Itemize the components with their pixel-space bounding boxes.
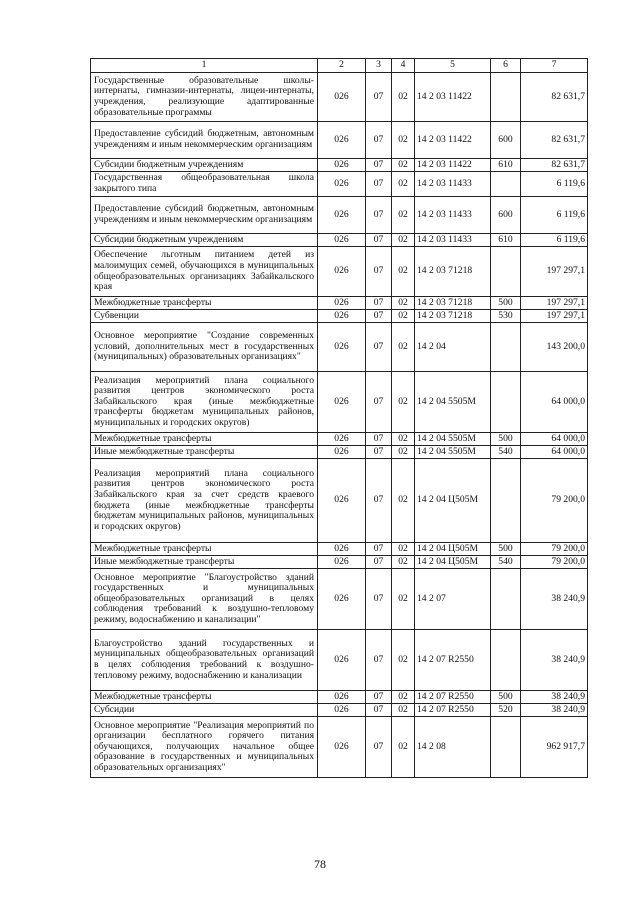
table-row — [91, 122, 588, 159]
section-code-cell: 07 — [366, 569, 392, 630]
ministry-code-cell: 026 — [318, 556, 366, 569]
expense-type-code-cell: 610 — [491, 234, 521, 247]
ministry-code-cell: 026 — [318, 234, 366, 247]
table-row — [91, 323, 588, 372]
subsection-code-cell: 02 — [392, 310, 415, 323]
table-row — [91, 172, 588, 197]
target-article-code-cell: 14 2 04 Ц505М — [415, 543, 491, 556]
expense-type-code-cell: 610 — [491, 159, 521, 172]
section-code-cell: 07 — [366, 556, 392, 569]
item-name-cell: Реализация мероприятий плана социального развития центров экономического роста Забайкальского края (иные межбюджетные трансферты бюджетам муниципальных районов, муниципальных и городских округов) — [91, 372, 318, 433]
header-row — [91, 59, 588, 73]
target-article-code-cell: 14 2 03 71218 — [415, 310, 491, 323]
subsection-code-cell: 02 — [392, 247, 415, 297]
subsection-code-cell: 02 — [392, 630, 415, 691]
ministry-code-cell: 026 — [318, 691, 366, 704]
expense-type-code-cell — [491, 323, 521, 372]
ministry-code-cell: 026 — [318, 446, 366, 459]
amount-cell: 38 240,9 — [521, 691, 588, 704]
subsection-code-cell: 02 — [392, 556, 415, 569]
expense-type-code-cell — [491, 73, 521, 122]
expense-type-code-cell: 540 — [491, 556, 521, 569]
target-article-code-cell: 14 2 04 — [415, 323, 491, 372]
section-code-cell: 07 — [366, 234, 392, 247]
item-name-cell: Предоставление субсидий бюджетным, автономным учреждениям и иным некоммерческим организациям — [91, 122, 318, 159]
table-row — [91, 297, 588, 310]
header-cell-2: 2 — [318, 59, 366, 73]
subsection-code-cell: 02 — [392, 234, 415, 247]
subsection-code-cell: 02 — [392, 323, 415, 372]
ministry-code-cell: 026 — [318, 172, 366, 197]
expense-type-code-cell: 500 — [491, 691, 521, 704]
target-article-code-cell: 14 2 07 R2550 — [415, 691, 491, 704]
amount-cell: 38 240,9 — [521, 704, 588, 717]
table-row — [91, 372, 588, 433]
amount-cell: 82 631,7 — [521, 122, 588, 159]
item-name-cell: Субсидии бюджетным учреждениям — [91, 159, 318, 172]
expense-type-code-cell — [491, 172, 521, 197]
subsection-code-cell: 02 — [392, 297, 415, 310]
target-article-code-cell: 14 2 03 11433 — [415, 197, 491, 234]
header-cell-1: 1 — [91, 59, 318, 73]
ministry-code-cell: 026 — [318, 543, 366, 556]
target-article-code-cell: 14 2 04 Ц505М — [415, 556, 491, 569]
amount-cell: 197 297,1 — [521, 247, 588, 297]
amount-cell: 64 000,0 — [521, 372, 588, 433]
target-article-code-cell: 14 2 03 11433 — [415, 172, 491, 197]
ministry-code-cell: 026 — [318, 297, 366, 310]
target-article-code-cell: 14 2 04 Ц505М — [415, 459, 491, 543]
item-name-cell: Предоставление субсидий бюджетным, автономным учреждениям и иным некоммерческим организациям — [91, 197, 318, 234]
table-row — [91, 630, 588, 691]
section-code-cell: 07 — [366, 122, 392, 159]
target-article-code-cell: 14 2 03 71218 — [415, 247, 491, 297]
section-code-cell: 07 — [366, 73, 392, 122]
target-article-code-cell: 14 2 04 5505М — [415, 433, 491, 446]
expense-type-code-cell — [491, 372, 521, 433]
ministry-code-cell: 026 — [318, 717, 366, 778]
item-name-cell: Государственные образовательные школы-интернаты, гимназии-интернаты, лицеи-интернаты, учреждения, реализующие адаптированные образовательные программы — [91, 73, 318, 122]
item-name-cell: Межбюджетные трансферты — [91, 691, 318, 704]
ministry-code-cell: 026 — [318, 122, 366, 159]
subsection-code-cell: 02 — [392, 717, 415, 778]
item-name-cell: Иные межбюджетные трансферты — [91, 446, 318, 459]
amount-cell: 962 917,7 — [521, 717, 588, 778]
expense-type-code-cell — [491, 630, 521, 691]
table-body — [91, 59, 588, 778]
target-article-code-cell: 14 2 08 — [415, 717, 491, 778]
target-article-code-cell: 14 2 03 11433 — [415, 234, 491, 247]
expense-type-code-cell: 500 — [491, 543, 521, 556]
expense-type-code-cell — [491, 717, 521, 778]
table-row — [91, 446, 588, 459]
item-name-cell: Субвенции — [91, 310, 318, 323]
item-name-cell: Межбюджетные трансферты — [91, 297, 318, 310]
item-name-cell: Основное мероприятие "Создание современных условий, дополнительных мест в государственных (муниципальных) образовательных организациях" — [91, 323, 318, 372]
amount-cell: 64 000,0 — [521, 446, 588, 459]
subsection-code-cell: 02 — [392, 372, 415, 433]
subsection-code-cell: 02 — [392, 433, 415, 446]
header-cell-5: 5 — [415, 59, 491, 73]
header-cell-7: 7 — [521, 59, 588, 73]
target-article-code-cell: 14 2 07 — [415, 569, 491, 630]
table-row — [91, 717, 588, 778]
expense-type-code-cell: 600 — [491, 197, 521, 234]
page-number: 78 — [314, 857, 326, 871]
item-name-cell: Субсидии — [91, 704, 318, 717]
expense-type-code-cell: 600 — [491, 122, 521, 159]
expense-type-code-cell: 530 — [491, 310, 521, 323]
expense-type-code-cell: 500 — [491, 433, 521, 446]
amount-cell: 82 631,7 — [521, 159, 588, 172]
ministry-code-cell: 026 — [318, 323, 366, 372]
target-article-code-cell: 14 2 03 71218 — [415, 297, 491, 310]
subsection-code-cell: 02 — [392, 543, 415, 556]
table-row — [91, 73, 588, 122]
item-name-cell: Межбюджетные трансферты — [91, 433, 318, 446]
subsection-code-cell: 02 — [392, 172, 415, 197]
target-article-code-cell: 14 2 03 11422 — [415, 159, 491, 172]
expense-type-code-cell: 540 — [491, 446, 521, 459]
target-article-code-cell: 14 2 04 5505М — [415, 372, 491, 433]
ministry-code-cell: 026 — [318, 704, 366, 717]
subsection-code-cell: 02 — [392, 159, 415, 172]
item-name-cell: Государственная общеобразовательная школа закрытого типа — [91, 172, 318, 197]
ministry-code-cell: 026 — [318, 197, 366, 234]
target-article-code-cell: 14 2 03 11422 — [415, 122, 491, 159]
table-row — [91, 543, 588, 556]
table-row — [91, 234, 588, 247]
table-row — [91, 691, 588, 704]
target-article-code-cell: 14 2 07 R2550 — [415, 630, 491, 691]
expense-type-code-cell — [491, 569, 521, 630]
ministry-code-cell: 026 — [318, 372, 366, 433]
section-code-cell: 07 — [366, 172, 392, 197]
section-code-cell: 07 — [366, 323, 392, 372]
section-code-cell: 07 — [366, 197, 392, 234]
section-code-cell: 07 — [366, 310, 392, 323]
subsection-code-cell: 02 — [392, 446, 415, 459]
section-code-cell: 07 — [366, 543, 392, 556]
expense-type-code-cell — [491, 247, 521, 297]
section-code-cell: 07 — [366, 247, 392, 297]
section-code-cell: 07 — [366, 433, 392, 446]
expense-type-code-cell — [491, 459, 521, 543]
amount-cell: 143 200,0 — [521, 323, 588, 372]
ministry-code-cell: 026 — [318, 73, 366, 122]
amount-cell: 197 297,1 — [521, 297, 588, 310]
item-name-cell: Основное мероприятие "Реализация мероприятий по организации бесплатного горячего питания обучающихся, получающих начальное общее образование в государственных и муниципальных образовательных организациях" — [91, 717, 318, 778]
amount-cell: 197 297,1 — [521, 310, 588, 323]
item-name-cell: Иные межбюджетные трансферты — [91, 556, 318, 569]
target-article-code-cell: 14 2 04 5505М — [415, 446, 491, 459]
section-code-cell: 07 — [366, 691, 392, 704]
table-row — [91, 569, 588, 630]
item-name-cell: Реализация мероприятий плана социального развития центров экономического роста Забайкальского края за счет средств краевого бюджета (иные межбюджетные трансферты бюджетам муниципальных районов, муниципальных и городских округов) — [91, 459, 318, 543]
header-cell-4: 4 — [392, 59, 415, 73]
amount-cell: 38 240,9 — [521, 569, 588, 630]
budget-table — [90, 58, 588, 778]
amount-cell: 79 200,0 — [521, 459, 588, 543]
table-row — [91, 556, 588, 569]
section-code-cell: 07 — [366, 459, 392, 543]
table-row — [91, 459, 588, 543]
subsection-code-cell: 02 — [392, 569, 415, 630]
table-row — [91, 310, 588, 323]
ministry-code-cell: 026 — [318, 159, 366, 172]
subsection-code-cell: 02 — [392, 704, 415, 717]
item-name-cell: Основное мероприятие "Благоустройство зданий государственных и муниципальных общеобразовательных организаций в целях соблюдения требований к воздушно-тепловому режиму, водоснабжению и канализации" — [91, 569, 318, 630]
target-article-code-cell: 14 2 07 R2550 — [415, 704, 491, 717]
item-name-cell: Обеспечение льготным питанием детей из малоимущих семей, обучающихся в муниципальных общеобразовательных организациях Забайкальского края — [91, 247, 318, 297]
ministry-code-cell: 026 — [318, 433, 366, 446]
section-code-cell: 07 — [366, 717, 392, 778]
ministry-code-cell: 026 — [318, 459, 366, 543]
expense-type-code-cell: 500 — [491, 297, 521, 310]
subsection-code-cell: 02 — [392, 73, 415, 122]
ministry-code-cell: 026 — [318, 569, 366, 630]
amount-cell: 38 240,9 — [521, 630, 588, 691]
ministry-code-cell: 026 — [318, 630, 366, 691]
section-code-cell: 07 — [366, 159, 392, 172]
item-name-cell: Межбюджетные трансферты — [91, 543, 318, 556]
ministry-code-cell: 026 — [318, 247, 366, 297]
section-code-cell: 07 — [366, 297, 392, 310]
header-cell-6: 6 — [491, 59, 521, 73]
table-row — [91, 197, 588, 234]
header-cell-3: 3 — [366, 59, 392, 73]
ministry-code-cell: 026 — [318, 310, 366, 323]
section-code-cell: 07 — [366, 704, 392, 717]
amount-cell: 6 119,6 — [521, 197, 588, 234]
item-name-cell: Благоустройство зданий государственных и муниципальных общеобразовательных организаций в целях соблюдения требований к воздушно-тепловому режиму, водоснабжению и канализации — [91, 630, 318, 691]
amount-cell: 79 200,0 — [521, 556, 588, 569]
target-article-code-cell: 14 2 03 11422 — [415, 73, 491, 122]
table-row — [91, 247, 588, 297]
item-name-cell: Субсидии бюджетным учреждениям — [91, 234, 318, 247]
section-code-cell: 07 — [366, 446, 392, 459]
subsection-code-cell: 02 — [392, 122, 415, 159]
expense-type-code-cell: 520 — [491, 704, 521, 717]
amount-cell: 64 000,0 — [521, 433, 588, 446]
amount-cell: 6 119,6 — [521, 234, 588, 247]
table-row — [91, 704, 588, 717]
section-code-cell: 07 — [366, 630, 392, 691]
table-row — [91, 159, 588, 172]
amount-cell: 6 119,6 — [521, 172, 588, 197]
amount-cell: 82 631,7 — [521, 73, 588, 122]
subsection-code-cell: 02 — [392, 691, 415, 704]
subsection-code-cell: 02 — [392, 459, 415, 543]
subsection-code-cell: 02 — [392, 197, 415, 234]
amount-cell: 79 200,0 — [521, 543, 588, 556]
section-code-cell: 07 — [366, 372, 392, 433]
table-row — [91, 433, 588, 446]
